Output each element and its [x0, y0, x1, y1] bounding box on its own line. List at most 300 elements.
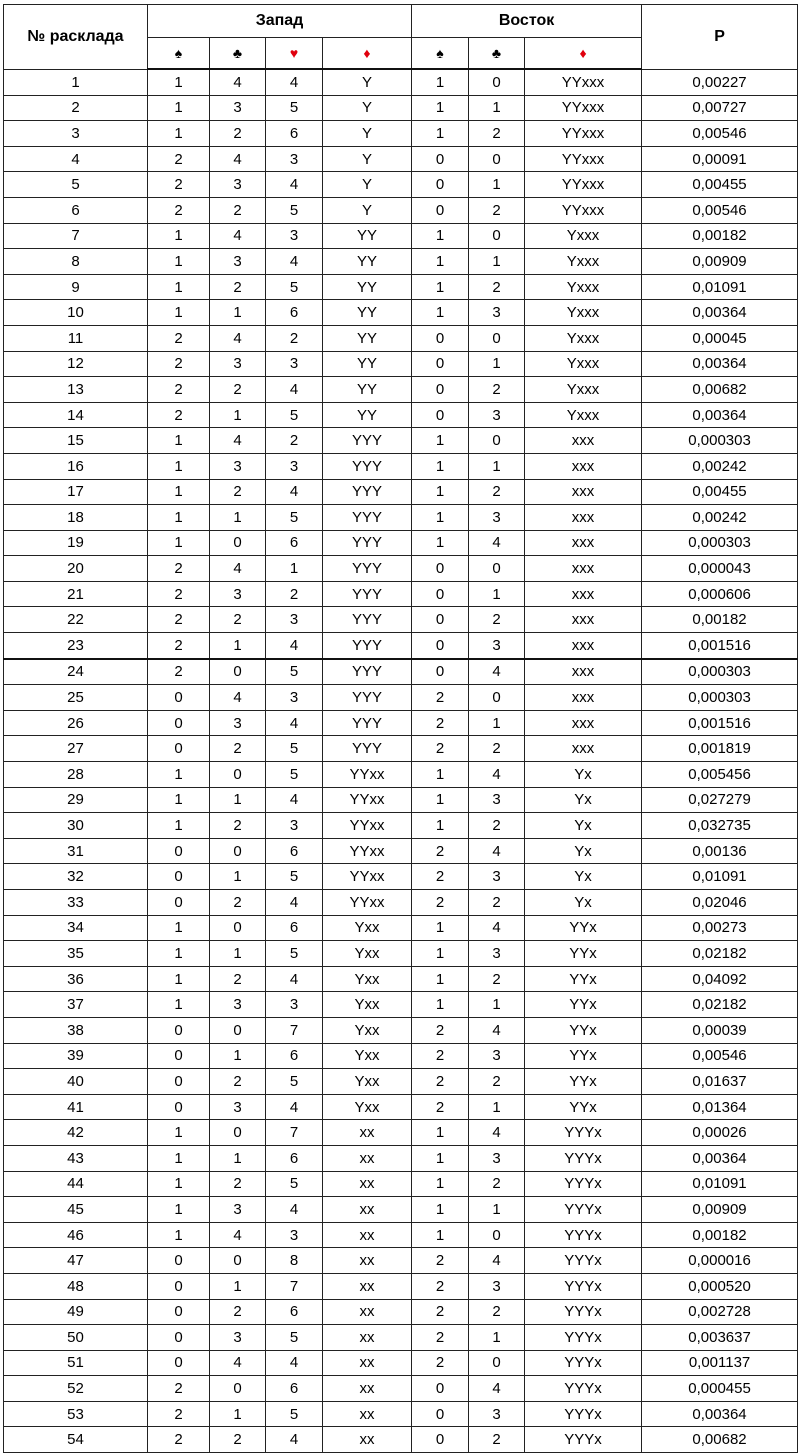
east-clubs: 1	[469, 581, 525, 607]
probability: 0,02182	[642, 941, 798, 967]
table-row	[4, 941, 798, 967]
table-row	[4, 274, 798, 300]
east-spades: 1	[412, 966, 469, 992]
east-clubs: 3	[469, 1401, 525, 1427]
deal-number: 2	[4, 95, 148, 121]
west-hearts: 4	[266, 1197, 323, 1223]
west-diamonds: Y	[323, 69, 412, 95]
east-spades: 1	[412, 530, 469, 556]
probability: 0,01091	[642, 1171, 798, 1197]
table-row	[4, 1299, 798, 1325]
west-diamonds: YYY	[323, 710, 412, 736]
west-diamonds: Y	[323, 146, 412, 172]
east-spades: 2	[412, 1325, 469, 1351]
deal-number: 6	[4, 197, 148, 223]
west-clubs: 1	[210, 787, 266, 813]
west-clubs: 2	[210, 121, 266, 147]
table-row	[4, 1171, 798, 1197]
west-hearts: 4	[266, 966, 323, 992]
probability: 0,00364	[642, 351, 798, 377]
west-spades: 0	[148, 1273, 210, 1299]
deal-number: 5	[4, 172, 148, 198]
west-clubs: 4	[210, 146, 266, 172]
west-spades: 1	[148, 223, 210, 249]
east-spades: 1	[412, 428, 469, 454]
table-row	[4, 992, 798, 1018]
west-hearts: 5	[266, 941, 323, 967]
header-row-groups	[4, 5, 798, 38]
east-clubs: 0	[469, 223, 525, 249]
east-spades: 0	[412, 581, 469, 607]
east-spades: 1	[412, 300, 469, 326]
west-diamonds: YYY	[323, 428, 412, 454]
west-spades: 1	[148, 1197, 210, 1223]
deal-number: 50	[4, 1325, 148, 1351]
deal-number: 7	[4, 223, 148, 249]
west-spades: 1	[148, 300, 210, 326]
west-clubs: 2	[210, 377, 266, 403]
east-clubs: 1	[469, 1325, 525, 1351]
table-row	[4, 428, 798, 454]
west-diamonds: YY	[323, 300, 412, 326]
table-row	[4, 1350, 798, 1376]
east-clubs: 4	[469, 762, 525, 788]
west-hearts: 6	[266, 121, 323, 147]
east-clubs: 2	[469, 813, 525, 839]
west-diamonds: YYxx	[323, 762, 412, 788]
probability: 0,00273	[642, 915, 798, 941]
deal-number: 4	[4, 146, 148, 172]
west-hearts: 6	[266, 300, 323, 326]
table-row	[4, 479, 798, 505]
west-hearts: 5	[266, 274, 323, 300]
west-clubs: 2	[210, 736, 266, 762]
probability: 0,000520	[642, 1273, 798, 1299]
deal-number: 35	[4, 941, 148, 967]
east-spades: 1	[412, 95, 469, 121]
deal-number: 29	[4, 787, 148, 813]
deal-number: 40	[4, 1069, 148, 1095]
east-diamonds: xxx	[525, 505, 642, 531]
east-diamonds: YYx	[525, 1017, 642, 1043]
east-spades: 2	[412, 890, 469, 916]
east-diamonds: YYYx	[525, 1299, 642, 1325]
deal-number: 42	[4, 1120, 148, 1146]
deal-number: 31	[4, 838, 148, 864]
east-diamonds: YYxxx	[525, 95, 642, 121]
west-diamonds: xx	[323, 1325, 412, 1351]
west-spades: 2	[148, 146, 210, 172]
west-hearts: 5	[266, 1069, 323, 1095]
east-spades: 1	[412, 121, 469, 147]
west-diamonds: YYY	[323, 453, 412, 479]
west-spades: 1	[148, 530, 210, 556]
west-spades: 0	[148, 838, 210, 864]
west-hearts: 3	[266, 813, 323, 839]
table-body	[4, 69, 798, 1453]
west-clubs: 1	[210, 1273, 266, 1299]
east-clubs: 3	[469, 1043, 525, 1069]
west-clubs: 3	[210, 351, 266, 377]
deal-distribution-table	[3, 4, 798, 1453]
west-diamonds: xx	[323, 1273, 412, 1299]
east-spades: 1	[412, 762, 469, 788]
east-clubs: 1	[469, 249, 525, 275]
west-hearts: 6	[266, 1299, 323, 1325]
deal-number: 36	[4, 966, 148, 992]
west-clubs: 0	[210, 659, 266, 685]
deal-number: 32	[4, 864, 148, 890]
probability: 0,00364	[642, 402, 798, 428]
west-clubs: 4	[210, 556, 266, 582]
east-clubs: 2	[469, 479, 525, 505]
west-diamonds: YY	[323, 274, 412, 300]
probability: 0,00909	[642, 1197, 798, 1223]
west-spades: 0	[148, 1043, 210, 1069]
west-spades: 1	[148, 274, 210, 300]
west-clubs: 0	[210, 1376, 266, 1402]
table-row	[4, 1094, 798, 1120]
east-clubs: 0	[469, 556, 525, 582]
table-row	[4, 813, 798, 839]
east-diamonds: xxx	[525, 607, 642, 633]
probability: 0,00227	[642, 69, 798, 95]
table-row	[4, 633, 798, 659]
west-spades: 0	[148, 710, 210, 736]
east-clubs: 4	[469, 530, 525, 556]
header-deal-number: № расклада	[4, 5, 148, 70]
probability: 0,00182	[642, 607, 798, 633]
west-diamonds: xx	[323, 1427, 412, 1453]
table-row	[4, 685, 798, 711]
probability: 0,000455	[642, 1376, 798, 1402]
west-clubs: 3	[210, 1325, 266, 1351]
west-hearts: 7	[266, 1273, 323, 1299]
west-hearts: 7	[266, 1120, 323, 1146]
table-row	[4, 864, 798, 890]
east-clubs: 1	[469, 1094, 525, 1120]
west-diamonds: Y	[323, 95, 412, 121]
diamond-icon: ♦	[323, 38, 412, 70]
deal-number: 25	[4, 685, 148, 711]
west-diamonds: Yxx	[323, 966, 412, 992]
west-spades: 1	[148, 428, 210, 454]
east-spades: 1	[412, 274, 469, 300]
deal-number: 21	[4, 581, 148, 607]
west-hearts: 4	[266, 172, 323, 198]
east-diamonds: YYxxx	[525, 146, 642, 172]
west-spades: 2	[148, 633, 210, 659]
deal-number: 8	[4, 249, 148, 275]
deal-number: 20	[4, 556, 148, 582]
west-diamonds: xx	[323, 1120, 412, 1146]
west-clubs: 2	[210, 1427, 266, 1453]
east-spades: 2	[412, 685, 469, 711]
east-clubs: 0	[469, 325, 525, 351]
east-spades: 2	[412, 1273, 469, 1299]
probability: 0,005456	[642, 762, 798, 788]
west-diamonds: Y	[323, 121, 412, 147]
east-diamonds: YYYx	[525, 1350, 642, 1376]
west-hearts: 6	[266, 530, 323, 556]
deal-number: 24	[4, 659, 148, 685]
east-diamonds: YYx	[525, 1043, 642, 1069]
west-diamonds: xx	[323, 1350, 412, 1376]
table-row	[4, 581, 798, 607]
west-clubs: 3	[210, 992, 266, 1018]
west-spades: 1	[148, 941, 210, 967]
west-spades: 2	[148, 607, 210, 633]
probability: 0,00455	[642, 172, 798, 198]
east-spades: 1	[412, 1145, 469, 1171]
probability: 0,00242	[642, 453, 798, 479]
west-diamonds: YYY	[323, 530, 412, 556]
west-spades: 0	[148, 890, 210, 916]
east-spades: 0	[412, 325, 469, 351]
west-clubs: 3	[210, 249, 266, 275]
west-diamonds: YY	[323, 325, 412, 351]
east-spades: 2	[412, 736, 469, 762]
table-row	[4, 197, 798, 223]
probability: 0,00182	[642, 223, 798, 249]
east-diamonds: Yxxx	[525, 223, 642, 249]
table-row	[4, 556, 798, 582]
deal-number: 41	[4, 1094, 148, 1120]
east-clubs: 1	[469, 172, 525, 198]
east-spades: 2	[412, 1248, 469, 1274]
east-diamonds: YYYx	[525, 1145, 642, 1171]
east-spades: 1	[412, 223, 469, 249]
probability: 0,02046	[642, 890, 798, 916]
west-hearts: 2	[266, 325, 323, 351]
east-diamonds: YYxxx	[525, 197, 642, 223]
west-spades: 2	[148, 1376, 210, 1402]
east-spades: 2	[412, 1350, 469, 1376]
east-clubs: 1	[469, 992, 525, 1018]
deal-number: 38	[4, 1017, 148, 1043]
west-hearts: 5	[266, 762, 323, 788]
west-clubs: 3	[210, 453, 266, 479]
east-diamonds: YYx	[525, 966, 642, 992]
west-hearts: 5	[266, 1171, 323, 1197]
east-diamonds: xxx	[525, 453, 642, 479]
east-clubs: 2	[469, 890, 525, 916]
club-icon: ♣	[210, 38, 266, 70]
west-diamonds: YYxx	[323, 787, 412, 813]
east-diamonds: Yx	[525, 838, 642, 864]
east-spades: 1	[412, 813, 469, 839]
west-clubs: 2	[210, 966, 266, 992]
west-diamonds: YY	[323, 223, 412, 249]
east-spades: 0	[412, 556, 469, 582]
west-clubs: 2	[210, 890, 266, 916]
east-spades: 0	[412, 402, 469, 428]
west-spades: 1	[148, 505, 210, 531]
east-diamonds: Yxxx	[525, 300, 642, 326]
west-hearts: 3	[266, 453, 323, 479]
west-clubs: 1	[210, 1043, 266, 1069]
west-spades: 1	[148, 249, 210, 275]
west-clubs: 3	[210, 95, 266, 121]
header-east: Восток	[412, 5, 642, 38]
west-diamonds: xx	[323, 1171, 412, 1197]
east-clubs: 0	[469, 69, 525, 95]
deal-number: 23	[4, 633, 148, 659]
deal-number: 45	[4, 1197, 148, 1223]
west-spades: 2	[148, 1427, 210, 1453]
table-row	[4, 736, 798, 762]
table-row	[4, 915, 798, 941]
deal-number: 33	[4, 890, 148, 916]
table-row	[4, 121, 798, 147]
probability: 0,01091	[642, 274, 798, 300]
table-row	[4, 505, 798, 531]
east-spades: 0	[412, 607, 469, 633]
west-clubs: 3	[210, 710, 266, 736]
deal-number: 39	[4, 1043, 148, 1069]
west-diamonds: YYxx	[323, 890, 412, 916]
table-row	[4, 146, 798, 172]
west-spades: 2	[148, 659, 210, 685]
probability: 0,00364	[642, 300, 798, 326]
deal-number: 52	[4, 1376, 148, 1402]
west-diamonds: Yxx	[323, 992, 412, 1018]
east-clubs: 3	[469, 1273, 525, 1299]
probability: 0,00182	[642, 1222, 798, 1248]
east-diamonds: YYxxx	[525, 172, 642, 198]
east-spades: 0	[412, 351, 469, 377]
east-clubs: 0	[469, 685, 525, 711]
table-row	[4, 838, 798, 864]
table-row	[4, 1145, 798, 1171]
west-diamonds: Y	[323, 172, 412, 198]
east-spades: 1	[412, 1120, 469, 1146]
west-clubs: 2	[210, 1171, 266, 1197]
table-row	[4, 1197, 798, 1223]
east-spades: 1	[412, 505, 469, 531]
east-spades: 0	[412, 377, 469, 403]
table-row	[4, 300, 798, 326]
west-hearts: 3	[266, 146, 323, 172]
probability: 0,00546	[642, 1043, 798, 1069]
east-spades: 0	[412, 659, 469, 685]
east-clubs: 3	[469, 1145, 525, 1171]
west-spades: 1	[148, 121, 210, 147]
west-hearts: 5	[266, 1401, 323, 1427]
east-diamonds: xxx	[525, 479, 642, 505]
west-spades: 0	[148, 1248, 210, 1274]
west-clubs: 1	[210, 402, 266, 428]
west-spades: 2	[148, 197, 210, 223]
probability: 0,00682	[642, 377, 798, 403]
probability: 0,000303	[642, 428, 798, 454]
east-spades: 0	[412, 146, 469, 172]
west-spades: 1	[148, 95, 210, 121]
east-spades: 1	[412, 1197, 469, 1223]
table-row	[4, 787, 798, 813]
west-diamonds: xx	[323, 1401, 412, 1427]
west-spades: 1	[148, 787, 210, 813]
west-spades: 2	[148, 556, 210, 582]
east-clubs: 4	[469, 915, 525, 941]
east-clubs: 1	[469, 710, 525, 736]
west-clubs: 4	[210, 325, 266, 351]
west-spades: 1	[148, 1222, 210, 1248]
west-clubs: 2	[210, 813, 266, 839]
west-spades: 0	[148, 1017, 210, 1043]
east-clubs: 1	[469, 453, 525, 479]
diamond-icon: ♦	[525, 38, 642, 70]
west-diamonds: YYY	[323, 659, 412, 685]
east-spades: 2	[412, 838, 469, 864]
west-hearts: 5	[266, 736, 323, 762]
deal-number: 53	[4, 1401, 148, 1427]
east-diamonds: YYYx	[525, 1120, 642, 1146]
east-clubs: 4	[469, 838, 525, 864]
west-hearts: 5	[266, 402, 323, 428]
west-clubs: 0	[210, 530, 266, 556]
east-diamonds: xxx	[525, 530, 642, 556]
east-diamonds: xxx	[525, 736, 642, 762]
west-diamonds: Yxx	[323, 1043, 412, 1069]
probability: 0,003637	[642, 1325, 798, 1351]
west-diamonds: YYY	[323, 736, 412, 762]
header-probability: P	[642, 5, 798, 70]
west-clubs: 4	[210, 223, 266, 249]
west-spades: 0	[148, 1069, 210, 1095]
west-clubs: 4	[210, 1222, 266, 1248]
west-clubs: 0	[210, 915, 266, 941]
deal-number: 37	[4, 992, 148, 1018]
west-clubs: 0	[210, 838, 266, 864]
west-hearts: 8	[266, 1248, 323, 1274]
table-row	[4, 1376, 798, 1402]
west-diamonds: YY	[323, 249, 412, 275]
east-diamonds: xxx	[525, 556, 642, 582]
deal-number: 44	[4, 1171, 148, 1197]
west-clubs: 0	[210, 1248, 266, 1274]
probability: 0,01637	[642, 1069, 798, 1095]
table-row	[4, 890, 798, 916]
west-clubs: 3	[210, 1094, 266, 1120]
west-clubs: 0	[210, 1017, 266, 1043]
deal-number: 9	[4, 274, 148, 300]
east-spades: 0	[412, 1401, 469, 1427]
deal-number: 14	[4, 402, 148, 428]
west-clubs: 0	[210, 762, 266, 788]
east-clubs: 4	[469, 659, 525, 685]
table-row	[4, 762, 798, 788]
table-row	[4, 402, 798, 428]
east-clubs: 4	[469, 1248, 525, 1274]
west-clubs: 1	[210, 505, 266, 531]
east-clubs: 2	[469, 377, 525, 403]
west-clubs: 1	[210, 633, 266, 659]
west-diamonds: xx	[323, 1145, 412, 1171]
east-diamonds: YYYx	[525, 1197, 642, 1223]
table-row	[4, 249, 798, 275]
deal-number: 22	[4, 607, 148, 633]
deal-number: 10	[4, 300, 148, 326]
table-row	[4, 1043, 798, 1069]
east-clubs: 1	[469, 351, 525, 377]
west-clubs: 2	[210, 607, 266, 633]
table-row	[4, 1401, 798, 1427]
east-spades: 0	[412, 1376, 469, 1402]
east-clubs: 2	[469, 1069, 525, 1095]
west-clubs: 1	[210, 864, 266, 890]
east-spades: 1	[412, 1171, 469, 1197]
